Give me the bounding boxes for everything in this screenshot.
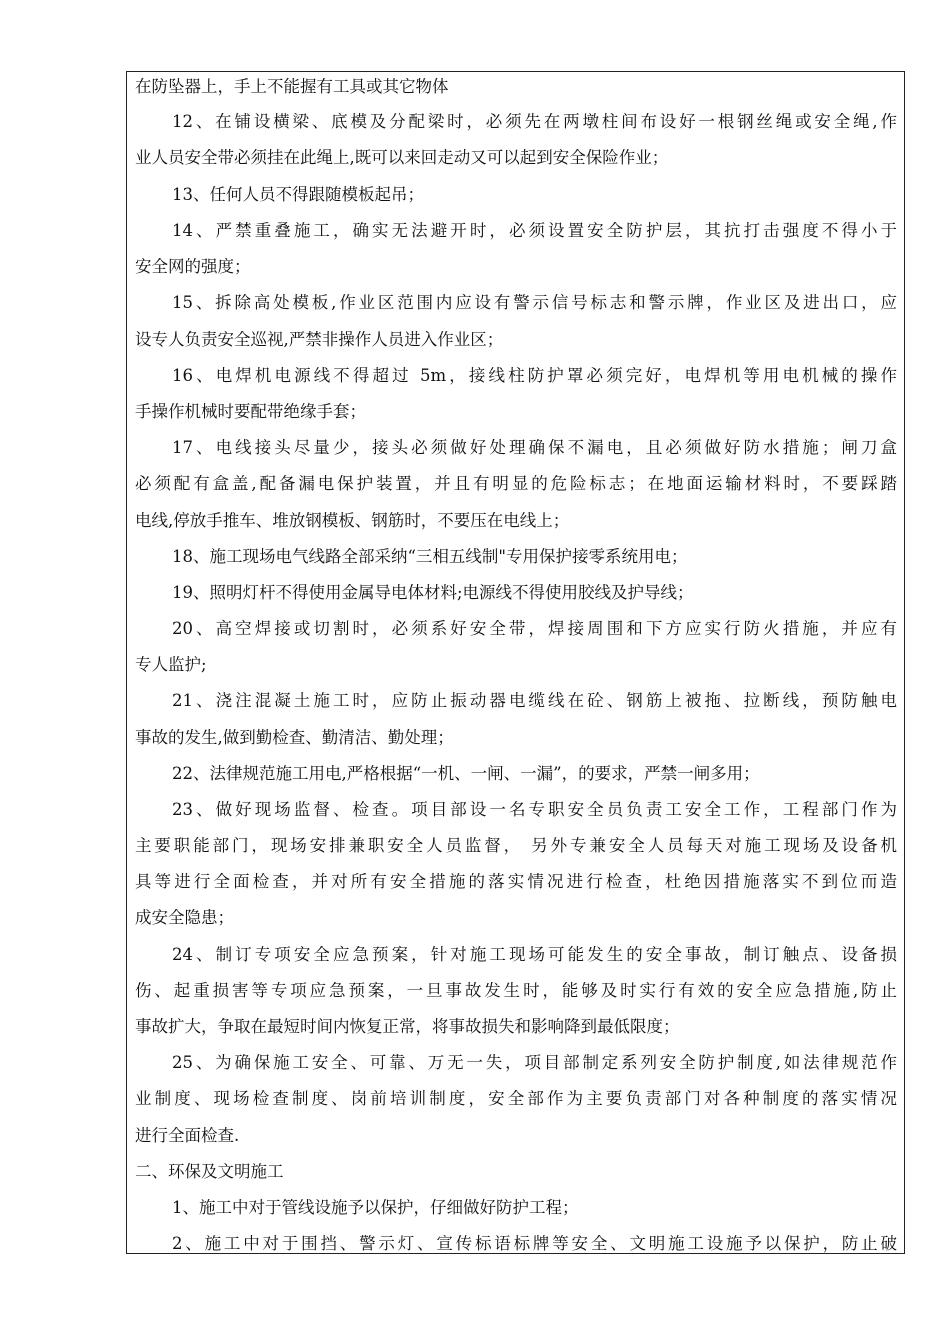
text-line: 13、任何人员不得跟随模板起吊； — [172, 185, 424, 204]
text-line: 19、照明灯杆不得使用金属导电体材料;电源线不得使用胶线及护导线； — [172, 583, 694, 602]
text-line: 专人监护; — [135, 655, 207, 674]
text-line: 12、在铺设横梁、底模及分配梁时，必须先在两墩柱间布设好一根钢丝绳或安全绳,作 — [172, 112, 897, 131]
text-line: 24、制订专项安全应急预案，针对施工现场可能发生的安全事故，制订触点、设备损 — [172, 945, 897, 964]
text-line: 事故扩大，争取在最短时间内恢复正常，将事故损失和影响降到最低限度； — [135, 1017, 680, 1036]
text-line: 15、拆除高处模板,作业区范围内应设有警示信号标志和警示牌，作业区及进出口，应 — [172, 293, 897, 312]
text-line: 手操作机械时要配带绝缘手套； — [135, 402, 366, 421]
text-line: 伤、起重损害等专项应急预案，一旦事故发生时，能够及时实行有效的安全应急措施,防止 — [135, 981, 897, 1000]
text-line: 1、施工中对于管线设施予以保护，仔细做好防护工程； — [172, 1198, 579, 1217]
text-line: 事故的发生,做到勤检查、勤清洁、勤处理； — [135, 728, 454, 747]
text-line: 22、法律规范施工用电,严格根据“一机、一闸、一漏”，的要求，严禁一闸多用； — [172, 764, 760, 783]
text-line: 电线,停放手推车、堆放钢模板、钢筋时，不要压在电线上； — [135, 511, 570, 530]
text-line: 16、电焊机电源线不得超过 5m，接线柱防护罩必须完好，电焊机等用电机械的操作 — [172, 366, 897, 385]
text-line: 必须配有盒盖,配备漏电保护装置，并且有明显的危险标志；在地面运输材料时，不要踩踏 — [135, 474, 897, 493]
section-heading: 二、环保及文明施工 — [135, 1162, 284, 1181]
text-line: 主要职能部门，现场安排兼职安全人员监督， 另外专兼安全人员每天对施工现场及设备机 — [135, 836, 897, 855]
text-line: 设专人负责安全巡视,严禁非操作人员进入作业区； — [135, 330, 504, 349]
text-line: 20、高空焊接或切割时，必须系好安全带，焊接周围和下方应实行防火措施，并应有 — [172, 619, 897, 638]
text-line: 业制度、现场检查制度、岗前培训制度，安全部作为主要负责部门对各种制度的落实情况 — [135, 1089, 897, 1108]
text-line: 21、浇注混凝土施工时，应防止振动器电缆线在砼、钢筋上被拖、拉断线，预防触电 — [172, 691, 897, 710]
text-line: 业人员安全带必须挂在此绳上,既可以来回走动又可以起到安全保险作业； — [135, 148, 669, 167]
text-line: 2、施工中对于围挡、警示灯、宣传标语标牌等安全、文明施工设施予以保护，防止破 — [172, 1234, 897, 1253]
text-line: 成安全隐患； — [135, 908, 234, 927]
text-line: 18、施工现场电气线路全部采纳“三相五线制"专用保护接零系统用电； — [172, 547, 688, 566]
text-line: 进行全面检查. — [135, 1126, 240, 1145]
text-line: 在防坠器上，手上不能握有工具或其它物体 — [135, 77, 449, 96]
text-line: 17、电线接头尽量少，接头必须做好处理确保不漏电，且必须做好防水措施；闸刀盒 — [172, 438, 897, 457]
text-line: 25、为确保施工安全、可靠、万无一失，项目部制定系列安全防护制度,如法律规范作 — [172, 1053, 897, 1072]
text-line: 23、做好现场监督、检查。项目部设一名专职安全员负责工安全工作，工程部门作为 — [172, 800, 897, 819]
text-line: 14、严禁重叠施工，确实无法避开时，必须设置安全防护层，其抗打击强度不得小于 — [172, 221, 897, 240]
text-line: 安全网的强度； — [135, 257, 251, 276]
text-line: 具等进行全面检查，并对所有安全措施的落实情况进行检查，杜绝因措施落实不到位而造 — [135, 872, 897, 891]
